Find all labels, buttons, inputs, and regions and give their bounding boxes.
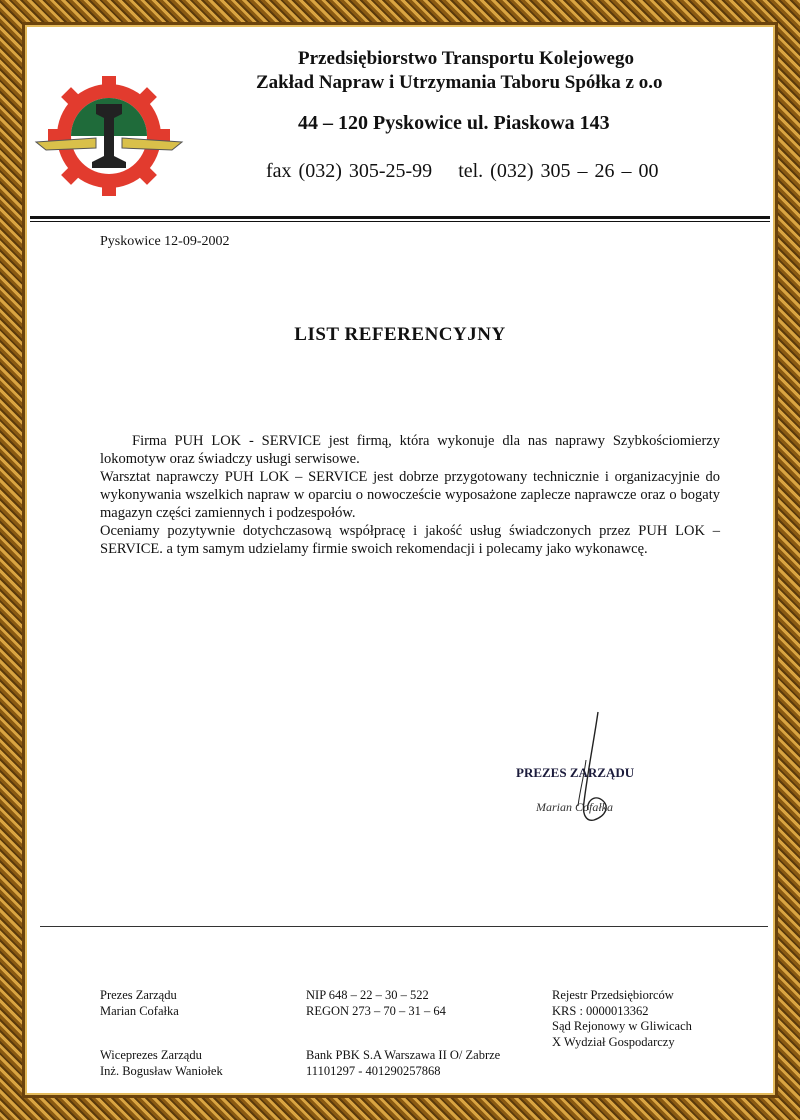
letter-title: LIST REFERENCYJNY	[294, 324, 506, 345]
footer-bank	[306, 1048, 500, 1079]
footer-regon: REGON 273 – 70 – 31 – 64	[306, 1003, 446, 1018]
header-divider	[30, 216, 770, 219]
footer-president-role: Prezes Zarządu	[100, 988, 177, 1002]
footer-registry-line1: Rejestr Przedsiębiorców	[552, 988, 674, 1002]
stamp-name: Marian Cofałka	[536, 800, 613, 814]
footer-vice-role: Wiceprezes Zarządu	[100, 1048, 202, 1062]
paragraph-1: Firma PUH LOK - SERVICE jest firmą, która wykonuje dla nas naprawy Szybkościomierzy lokomotyw oraz świadczy usługi serwisowe.	[100, 433, 720, 467]
header-divider-thin	[30, 221, 770, 222]
contact-line	[266, 160, 659, 183]
footer-vice-name: Inż. Bogusław Waniołek	[100, 1063, 223, 1078]
signature-icon	[550, 710, 620, 830]
company-name-line1: Przedsiębiorstwo Transportu Kolejowego	[298, 48, 634, 69]
paragraph-2: Warsztat naprawczy PUH LOK – SERVICE jest dobrze przygotowany technicznie i organizacyjnie do wykonywania wszelkich napraw w oparciu o nowoczeście wyposażone zaplecze naprawcze oraz o bogaty magazyn części zamiennych i podzespołów.	[100, 469, 720, 521]
footer-president	[100, 988, 179, 1019]
footer-divider	[40, 926, 768, 927]
footer-bank-name: Bank PBK S.A Warszawa II O/ Zabrze	[306, 1048, 501, 1062]
letter-date: Pyskowice 12-09-2002	[100, 234, 230, 249]
footer-vice-president	[100, 1048, 223, 1079]
footer-bank-account: 11101297 - 401290257868	[306, 1063, 441, 1078]
company-logo-icon	[34, 58, 184, 208]
letter-page	[30, 30, 770, 1090]
footer-tax-ids	[306, 988, 446, 1019]
footer-department: X Wydział Gospodarczy	[552, 1034, 675, 1049]
phone-number: tel. (032) 305 – 26 – 00	[458, 160, 659, 182]
company-name-line2: Zakład Napraw i Utrzymania Taboru Spółka z o.o	[256, 72, 663, 93]
footer-court: Sąd Rejonowy w Gliwicach	[552, 1019, 692, 1033]
footer-president-name: Marian Cofałka	[100, 1003, 179, 1018]
footer-registry	[552, 988, 692, 1050]
company-address: 44 – 120 Pyskowice ul. Piaskowa 143	[298, 112, 610, 134]
footer-krs: KRS : 0000013362	[552, 1003, 649, 1018]
paragraph-3: Oceniamy pozytywnie dotychczasową współpracę i jakość usług świadczonych przez PUH LOK – SERVICE. a tym samym udzielamy firmie swoich rekomendacji i polecamy jako wykonawcę.	[100, 523, 720, 557]
footer-nip: NIP 648 – 22 – 30 – 522	[306, 988, 429, 1002]
stamp-title: PREZES ZARZĄDU	[516, 765, 635, 780]
letter-body	[100, 432, 720, 558]
fax-number: fax (032) 305-25-99	[266, 160, 433, 182]
